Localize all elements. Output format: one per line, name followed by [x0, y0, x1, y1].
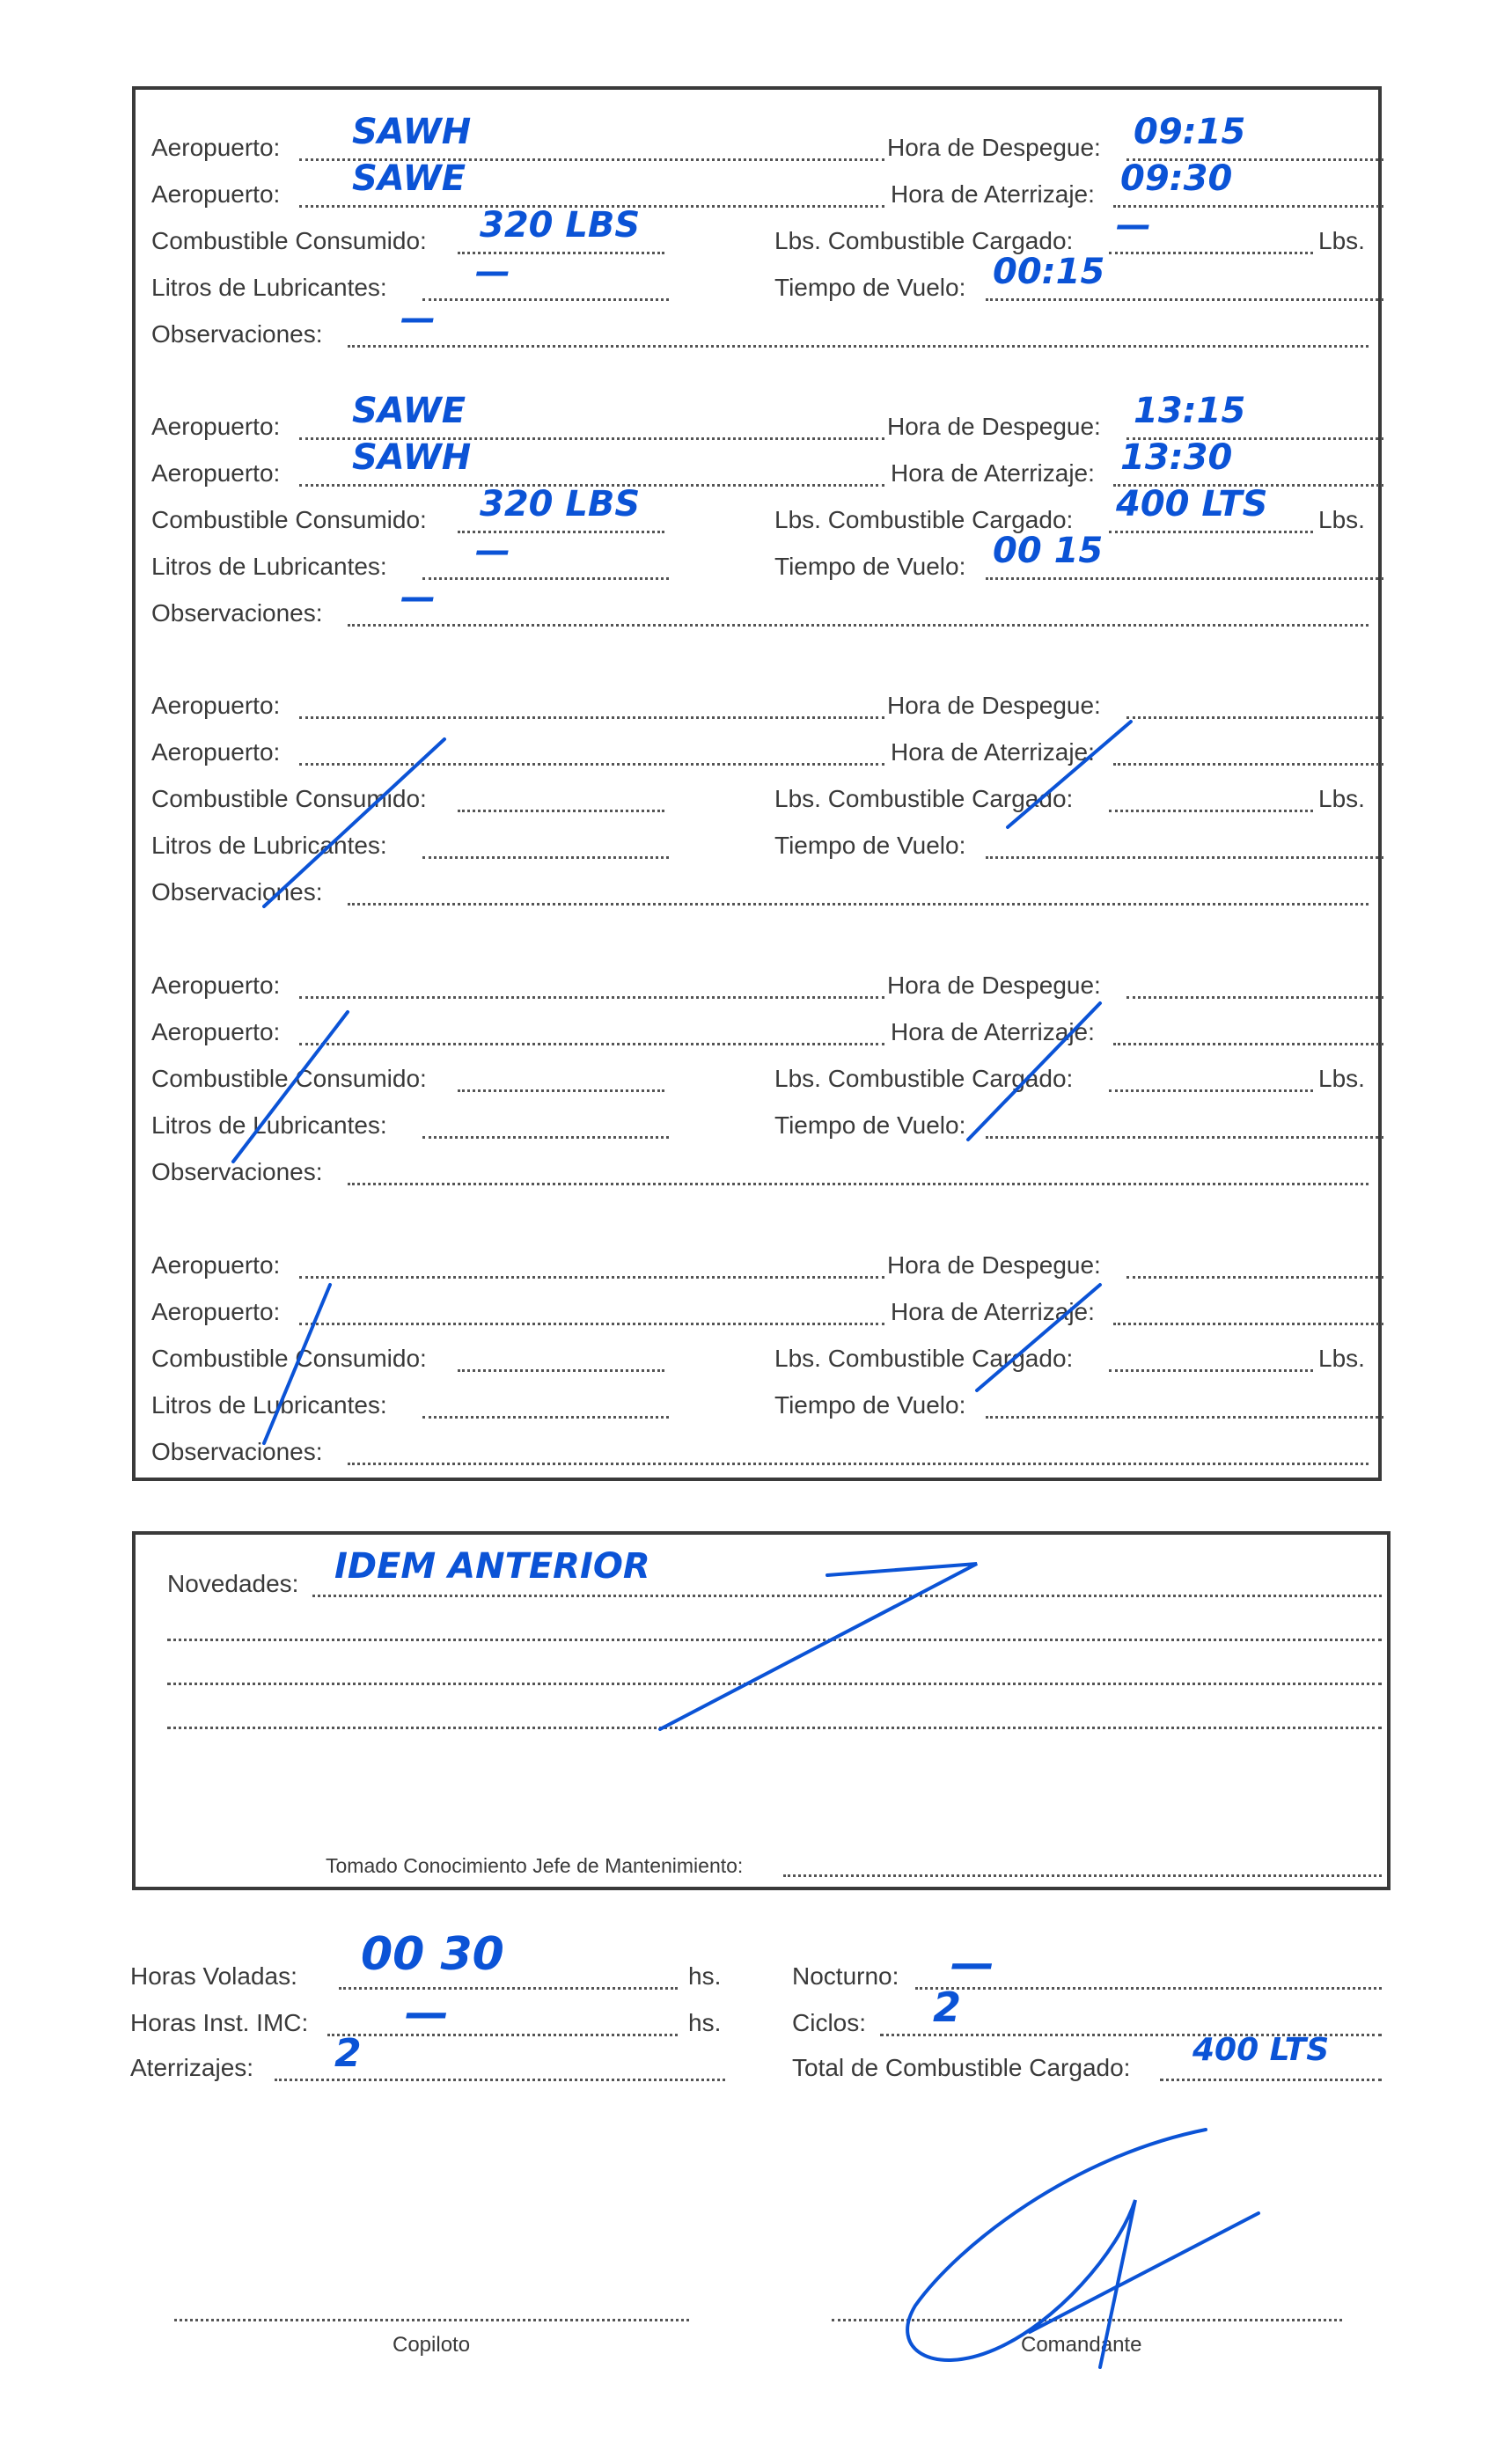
handwritten-fuel-consumed: 320 LBS [480, 484, 641, 524]
cycles-value: 2 [933, 1984, 962, 2031]
field-label-fuel-consumed: Combustible Consumido: [151, 785, 427, 812]
field-label-airport-from: Aeropuerto: [151, 413, 281, 440]
field-label-observations: Observaciones: [151, 1158, 323, 1185]
field-label-landing: Hora de Aterrizaje: [891, 738, 1095, 766]
night-label: Nocturno: [792, 1962, 899, 1990]
field-line-observations[interactable] [348, 903, 1369, 906]
field-line-flight-time[interactable] [986, 1136, 1383, 1139]
field-label-airport-from: Aeropuerto: [151, 134, 281, 161]
field-label-lubricants: Litros de Lubricantes: [151, 553, 387, 580]
field-label-airport-to: Aeropuerto: [151, 1298, 281, 1325]
copilot-signature-line[interactable] [174, 2319, 689, 2321]
field-line-observations[interactable] [348, 1183, 1369, 1185]
imc-hours-line[interactable] [327, 2034, 678, 2036]
field-label-airport-to: Aeropuerto: [151, 1018, 281, 1045]
field-line-observations[interactable] [348, 345, 1369, 348]
field-label-landing: Hora de Aterrizaje: [891, 459, 1095, 487]
handwritten-fuel-consumed: 320 LBS [480, 205, 641, 246]
handwritten-lubricants: — [475, 531, 510, 571]
field-line-fuel-loaded[interactable] [1109, 1089, 1313, 1092]
field-label-departure: Hora de Despegue: [887, 134, 1101, 161]
field-line-lubricants[interactable] [422, 577, 669, 580]
field-label-airport-from: Aeropuerto: [151, 1251, 281, 1279]
imc-hours-label: Horas Inst. IMC: [130, 2009, 309, 2036]
commander-label: Comandante [1021, 2333, 1142, 2357]
field-label-lubricants: Litros de Lubricantes: [151, 832, 387, 859]
ack-label: Tomado Conocimiento Jefe de Mantenimiento: [326, 1854, 744, 1877]
field-label-observations: Observaciones: [151, 1438, 323, 1465]
field-line-fuel-loaded[interactable] [1109, 531, 1313, 533]
field-line-lubricants[interactable] [422, 1136, 669, 1139]
total-fuel-value: 400 LTS [1192, 2032, 1330, 2068]
night-value: — [950, 1938, 994, 1989]
field-label-fuel-loaded: Lbs. Combustible Cargado: [774, 1345, 1074, 1372]
field-line-airport-to[interactable] [299, 1323, 884, 1325]
field-label-fuel-consumed: Combustible Consumido: [151, 227, 427, 254]
novedades-line-4[interactable] [167, 1727, 1382, 1729]
field-line-airport-to[interactable] [299, 1043, 884, 1045]
field-label-landing: Hora de Aterrizaje: [891, 180, 1095, 208]
imc-hours-value: — [405, 1987, 449, 2038]
novedades-line-3[interactable] [167, 1683, 1382, 1685]
landings-line[interactable] [275, 2079, 725, 2081]
handwritten-airport-to: SAWE [352, 158, 466, 199]
field-line-airport-from[interactable] [299, 716, 884, 719]
field-label-landing: Hora de Aterrizaje: [891, 1018, 1095, 1045]
field-line-flight-time[interactable] [986, 1416, 1383, 1419]
field-line-fuel-consumed[interactable] [458, 1089, 664, 1092]
hours-flown-unit: hs. [688, 1962, 722, 1990]
field-label-observations: Observaciones: [151, 320, 323, 348]
field-label-fuel-consumed: Combustible Consumido: [151, 1065, 427, 1092]
handwritten-airport-from: SAWH [352, 112, 472, 152]
field-line-flight-time[interactable] [986, 298, 1383, 301]
hours-flown-line[interactable] [339, 1987, 678, 1990]
field-line-landing[interactable] [1113, 763, 1383, 766]
field-label-fuel-consumed: Combustible Consumido: [151, 506, 427, 533]
fuel-loaded-unit: Lbs. [1318, 1065, 1365, 1092]
novedades-box [132, 1531, 1391, 1890]
field-label-departure: Hora de Despegue: [887, 972, 1101, 999]
field-label-airport-to: Aeropuerto: [151, 738, 281, 766]
field-line-lubricants[interactable] [422, 856, 669, 859]
landings-label: Aterrizajes: [130, 2054, 254, 2081]
field-label-fuel-loaded: Lbs. Combustible Cargado: [774, 785, 1074, 812]
fuel-loaded-unit: Lbs. [1318, 1345, 1365, 1372]
field-label-observations: Observaciones: [151, 599, 323, 627]
field-label-fuel-loaded: Lbs. Combustible Cargado: [774, 506, 1074, 533]
field-line-observations[interactable] [348, 624, 1369, 627]
field-line-landing[interactable] [1113, 205, 1383, 208]
field-label-departure: Hora de Despegue: [887, 1251, 1101, 1279]
handwritten-observations: — [400, 298, 436, 339]
field-line-fuel-loaded[interactable] [1109, 810, 1313, 812]
field-line-lubricants[interactable] [422, 1416, 669, 1419]
handwritten-lubricants: — [475, 252, 510, 292]
hours-flown-value: 00 30 [361, 1928, 504, 1981]
field-label-fuel-loaded: Lbs. Combustible Cargado: [774, 227, 1074, 254]
ack-line[interactable] [783, 1874, 1382, 1877]
total-fuel-label: Total de Combustible Cargado: [792, 2054, 1131, 2081]
field-label-departure: Hora de Despegue: [887, 413, 1101, 440]
field-line-flight-time[interactable] [986, 856, 1383, 859]
handwritten-flight-time: 00 15 [993, 531, 1104, 571]
handwritten-flight-time: 00:15 [993, 252, 1105, 292]
handwritten-departure: 09:15 [1134, 112, 1246, 152]
field-label-lubricants: Litros de Lubricantes: [151, 1391, 387, 1419]
field-line-airport-from[interactable] [299, 996, 884, 999]
field-label-fuel-loaded: Lbs. Combustible Cargado: [774, 1065, 1074, 1092]
field-label-observations: Observaciones: [151, 878, 323, 906]
total-fuel-line[interactable] [1160, 2079, 1382, 2081]
field-label-lubricants: Litros de Lubricantes: [151, 274, 387, 301]
fuel-loaded-unit: Lbs. [1318, 506, 1365, 533]
fuel-loaded-unit: Lbs. [1318, 227, 1365, 254]
landings-value: 2 [334, 2031, 362, 2076]
handwritten-airport-from: SAWE [352, 391, 466, 431]
field-line-departure[interactable] [1126, 1276, 1383, 1279]
field-label-flight-time: Tiempo de Vuelo: [774, 274, 966, 301]
field-label-landing: Hora de Aterrizaje: [891, 1298, 1095, 1325]
handwritten-fuel-loaded: — [1116, 205, 1151, 246]
field-line-landing[interactable] [1113, 1043, 1383, 1045]
field-label-airport-from: Aeropuerto: [151, 692, 281, 719]
commander-signature-line[interactable] [832, 2319, 1342, 2321]
field-line-lubricants[interactable] [422, 298, 669, 301]
hours-flown-label: Horas Voladas: [130, 1962, 297, 1990]
field-line-fuel-loaded[interactable] [1109, 252, 1313, 254]
field-label-flight-time: Tiempo de Vuelo: [774, 1111, 966, 1139]
cycles-label: Ciclos: [792, 2009, 867, 2036]
novedades-handwritten: IDEM ANTERIOR [334, 1546, 650, 1587]
field-line-fuel-consumed[interactable] [458, 1369, 664, 1372]
handwritten-airport-to: SAWH [352, 437, 472, 478]
field-line-fuel-consumed[interactable] [458, 810, 664, 812]
field-label-airport-from: Aeropuerto: [151, 972, 281, 999]
field-label-departure: Hora de Despegue: [887, 692, 1101, 719]
novedades-label: Novedades: [167, 1570, 299, 1597]
field-line-airport-from[interactable] [299, 1276, 884, 1279]
field-line-airport-to[interactable] [299, 763, 884, 766]
handwritten-landing: 09:30 [1120, 158, 1233, 199]
field-label-flight-time: Tiempo de Vuelo: [774, 1391, 966, 1419]
handwritten-fuel-loaded: 400 LTS [1116, 484, 1268, 524]
field-line-flight-time[interactable] [986, 577, 1383, 580]
field-label-airport-to: Aeropuerto: [151, 459, 281, 487]
fuel-loaded-unit: Lbs. [1318, 785, 1365, 812]
field-line-observations[interactable] [348, 1463, 1369, 1465]
field-label-lubricants: Litros de Lubricantes: [151, 1111, 387, 1139]
field-label-fuel-consumed: Combustible Consumido: [151, 1345, 427, 1372]
novedades-line-2[interactable] [167, 1639, 1382, 1641]
handwritten-observations: — [400, 577, 436, 618]
field-line-departure[interactable] [1126, 716, 1383, 719]
field-line-fuel-loaded[interactable] [1109, 1369, 1313, 1372]
novedades-line-1[interactable] [312, 1595, 1382, 1597]
field-line-landing[interactable] [1113, 1323, 1383, 1325]
field-label-airport-to: Aeropuerto: [151, 180, 281, 208]
handwritten-landing: 13:30 [1120, 437, 1233, 478]
field-line-departure[interactable] [1126, 996, 1383, 999]
field-label-flight-time: Tiempo de Vuelo: [774, 553, 966, 580]
imc-hours-unit: hs. [688, 2009, 722, 2036]
handwritten-departure: 13:15 [1134, 391, 1246, 431]
copilot-label: Copiloto [393, 2333, 471, 2357]
field-label-flight-time: Tiempo de Vuelo: [774, 832, 966, 859]
